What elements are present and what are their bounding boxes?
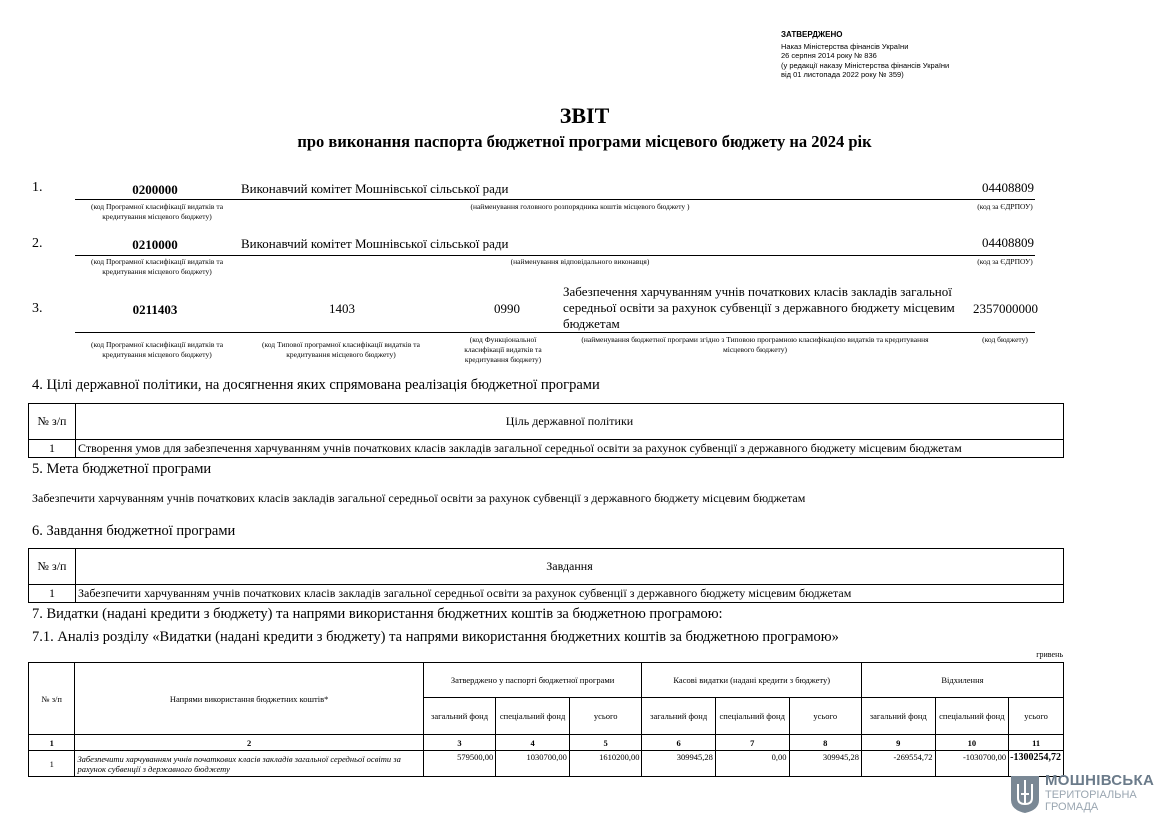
sub-total-header: усього (1009, 698, 1064, 735)
sub-special-header: спеціальний фонд (715, 698, 789, 735)
table-cell: -1030700,00 (935, 751, 1009, 777)
col-number: 3 (423, 735, 495, 751)
row1-edrpou-caption: (код за ЄДРПОУ) (977, 202, 1033, 211)
section4-col-goal: Ціль державної політики (76, 404, 1064, 440)
row3-program-name: Забезпечення харчуванням учнів початкових класів закладів загальної середньої освіти за рахунок субвенції з державного бюджету місцевим бюджетам (563, 284, 955, 331)
table-cell: 1030700,00 (496, 751, 570, 777)
approval-line: від 01 листопада 2022 року № 359) (781, 70, 904, 79)
row1-name-caption: (найменування головного розпорядника коштів місцевого бюджету ) (470, 202, 690, 211)
row3-functional-caption: (код Функціональної класифікації видатків та кредитування бюджету) (464, 335, 542, 364)
table-cell: 309945,28 (789, 751, 861, 777)
expenditure-table (28, 662, 1064, 777)
col-number: 10 (935, 735, 1009, 751)
table-cell: 0,00 (715, 751, 789, 777)
section4-col-num: № з/п (29, 404, 76, 440)
logo-line-1: МОШНІВСЬКА (1045, 772, 1155, 789)
section5-heading: 5. Мета бюджетної програми (32, 461, 212, 477)
table-cell: 1 (29, 585, 76, 603)
table-cell: 1610200,00 (569, 751, 642, 777)
col-number: 11 (1009, 735, 1064, 751)
col-number: 4 (496, 735, 570, 751)
section6-heading: 6. Завдання бюджетної програми (32, 523, 236, 539)
col-number: 2 (75, 735, 423, 751)
approval-line: 26 серпня 2014 року № 836 (781, 51, 877, 60)
table-cell: -1300254,72 (1009, 751, 1064, 777)
report-title: ЗВІТ (559, 103, 610, 128)
col-number: 6 (642, 735, 715, 751)
table-cell: Забезпечити харчуванням учнів початкових класів закладів загальної середньої освіти за рахунок субвенції з державного бюджету (75, 751, 423, 777)
units-label: гривень (1036, 650, 1063, 659)
table-cell: 309945,28 (642, 751, 715, 777)
section6-table (28, 548, 1064, 603)
row1-program-code: 0200000 (132, 182, 178, 197)
trident-icon (1009, 774, 1041, 814)
row1-edrpou: 04408809 (982, 180, 1034, 195)
group-deviation-header: Відхилення (861, 663, 1063, 698)
group-approved-header: Затверджено у паспорті бюджетної програми (423, 663, 642, 698)
sub-general-header: загальний фонд (861, 698, 935, 735)
row1-code-caption: (код Програмної класифікації видатків та кредитування місцевого бюджету) (90, 202, 224, 221)
community-logo (1009, 772, 1159, 816)
row2-name-caption: (найменування відповідального виконавця) (510, 257, 650, 266)
row3-name-caption: (найменування бюджетної програми згідно з Типовою програмною класифікацією видатків та кредитування місцевого бюджету) (581, 335, 929, 354)
col-number: 9 (861, 735, 935, 751)
row2-edrpou-caption: (код за ЄДРПОУ) (977, 257, 1033, 266)
row2-edrpou: 04408809 (982, 235, 1034, 250)
sub-total-header: усього (569, 698, 642, 735)
group-cash-header: Касові видатки (надані кредити з бюджету) (642, 663, 862, 698)
row2-program-code: 0210000 (132, 237, 178, 252)
row3-typical-caption: (код Типової програмної класифікації видатків та кредитування місцевого бюджету) (261, 340, 421, 359)
table-cell: Забезпечити харчуванням учнів початкових класів закладів загальної середньої освіти за рахунок субвенції з державного бюджету місцевим бюджетам (76, 585, 1064, 603)
row3-functional-code: 0990 (494, 301, 520, 316)
row1-manager-name: Виконавчий комітет Мошнівської сільської ради (241, 181, 509, 196)
approval-line: Наказ Міністерства фінансів України (781, 41, 909, 51)
approval-line: (у редакції наказу Міністерства фінансів України (781, 60, 950, 70)
table-cell: 579500,00 (423, 751, 495, 777)
section7-heading: 7. Видатки (надані кредити з бюджету) та напрями використання бюджетних коштів за бюджетною програмою: (32, 606, 723, 622)
col-num-header: № з/п (29, 663, 75, 735)
row3-underline (75, 332, 1035, 333)
col-number: 8 (789, 735, 861, 751)
section6-col-task: Завдання (76, 549, 1064, 585)
approval-heading: ЗАТВЕРДЖЕНО (781, 30, 843, 39)
row3-budget-caption: (код бюджету) (982, 335, 1028, 344)
logo-line-3: ГРОМАДА (1045, 801, 1099, 813)
sub-special-header: спеціальний фонд (496, 698, 570, 735)
table-cell: Створення умов для забезпечення харчуванням учнів початкових класів закладів загальної середньої освіти за рахунок субвенції з державного бюджету місцевим бюджетам (76, 440, 1064, 458)
sub-general-header: загальний фонд (423, 698, 495, 735)
row1-underline (75, 199, 1035, 200)
row2-underline (75, 255, 1035, 256)
row3-budget-code: 2357000000 (973, 301, 1038, 316)
row3-code-caption: (код Програмної класифікації видатків та кредитування місцевого бюджету) (90, 340, 224, 359)
sub-total-header: усього (789, 698, 861, 735)
col-direction-header: Напрями використання бюджетних коштів* (75, 663, 423, 735)
section71-heading: 7.1. Аналіз розділу «Видатки (надані кредити з бюджету) та напрями використання бюджетних коштів за бюджетною програмою» (32, 629, 839, 645)
report-subtitle: про виконання паспорта бюджетної програми місцевого бюджету на 2024 рік (297, 132, 872, 151)
section5-goal-text: Забезпечити харчуванням учнів початкових класів закладів загальної середньої освіти за рахунок субвенції з державного бюджету місцевим бюджетам (32, 491, 806, 505)
logo-line-2: ТЕРИТОРІАЛЬНА (1045, 789, 1137, 801)
col-number: 7 (715, 735, 789, 751)
table-row (29, 751, 1064, 777)
sub-general-header: загальний фонд (642, 698, 715, 735)
col-number: 5 (569, 735, 642, 751)
row1-number: 1. (32, 180, 43, 195)
row2-executor-name: Виконавчий комітет Мошнівської сільської ради (241, 236, 509, 251)
sub-special-header: спеціальний фонд (935, 698, 1009, 735)
section6-col-num: № з/п (29, 549, 76, 585)
approval-block (781, 30, 949, 80)
row2-code-caption: (код Програмної класифікації видатків та кредитування місцевого бюджету) (90, 257, 224, 276)
col-number: 1 (29, 735, 75, 751)
row3-program-code: 0211403 (132, 302, 178, 317)
row3-number: 3. (32, 301, 43, 316)
table-cell: 1 (29, 440, 76, 458)
table-cell: -269554,72 (861, 751, 935, 777)
section4-table (28, 403, 1064, 458)
table-cell: 1 (29, 751, 75, 777)
section4-heading: 4. Цілі державної політики, на досягнення яких спрямована реалізація бюджетної програми (32, 377, 600, 393)
row3-typical-code: 1403 (329, 301, 355, 316)
row2-number: 2. (32, 236, 43, 251)
